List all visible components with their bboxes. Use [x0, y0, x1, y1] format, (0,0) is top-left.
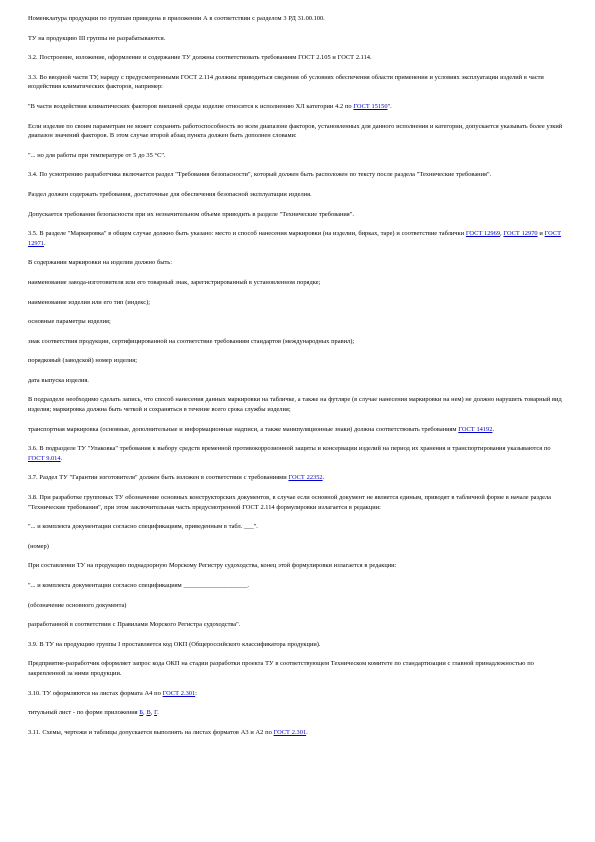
paragraph-18: В подразделе необходимо сделать запись, что способ нанесения данных маркировки на табличке, а также на футляре (в случае нанесения маркировки на нем) не должно нарушить товарный вид изделия; маркировка должна быть четкой и сохраняться в течение всего срока службы изделия; [28, 396, 562, 414]
gost-12970-link[interactable]: ГОСТ 12970 [503, 230, 538, 238]
paragraph-1: ТУ на продукцию III группы не разрабатываются. [28, 34, 166, 42]
paragraph-13: наименование изделия или его тип (индекс); [28, 298, 150, 306]
paragraph-8: Раздел должен содержать требования, достаточные для обеспечения безопасной эксплуатации изделия. [28, 190, 312, 198]
paragraph-4: "В части воздействия климатических факторов внешней среды изделие относится к исполнению ХЛ категории 4.2 по ГОСТ 15150". [28, 102, 392, 110]
paragraph-27: (обозначение основного документа) [28, 601, 127, 609]
paragraph-10: 3.5. В разделе "Маркировка" в общем случае должно быть указано: место и способ нанесения маркировки (на изделии, бирках, таре) и соответствие таблички ГОСТ 12969, ГОСТ 12970 и ГОСТ 12971. [28, 230, 562, 247]
appendix-b-link[interactable]: Б [139, 709, 144, 717]
gost-12971-link[interactable]: ГОСТ 12971 [28, 230, 562, 247]
paragraph-6: "... но для работы при температуре от 5 до 35 °С". [28, 151, 166, 159]
paragraph-21: 3.7. Раздел ТУ "Гарантии изготовителя" должен быть изложен в соответствии с требованиями ГОСТ 22352. [28, 474, 325, 482]
paragraph-26: "... и комплекта документации согласно спецификациям ____________________. [28, 582, 249, 589]
gost-22352-link[interactable]: ГОСТ 22352 [288, 474, 323, 482]
gost-15150-link[interactable]: ГОСТ 15150 [353, 102, 388, 110]
gost-2-301-link-2[interactable]: ГОСТ 2.301 [273, 728, 307, 736]
paragraph-2: 3.2. Построение, изложение, оформление и содержание ТУ должны соответствовать требованиям ГОСТ 2.105 и ГОСТ 2.114. [28, 54, 372, 62]
paragraph-28: разработанной в соответствии с Правилами Морского Регистра судоходства". [28, 621, 241, 629]
gost-2-301-link[interactable]: ГОСТ 2.301 [162, 689, 196, 697]
paragraph-32: титульный лист - по форме приложения Б, В, Г. [28, 709, 159, 717]
paragraph-0: Номенклатура продукции по группам приведена в приложении А в соответствии с разделом 3 РД 31.00.100. [28, 15, 325, 22]
paragraph-31: 3.10. ТУ оформляются на листах формата А4 по ГОСТ 2.301: [28, 689, 197, 697]
paragraph-33: 3.11. Схемы, чертежи и таблицы допускается выполнять на листах форматов А3 и А2 по ГОСТ 2.301. [28, 728, 308, 736]
paragraph-25: При составлении ТУ на продукцию поднадзорную Морскому Регистру судоходства, конец этой формулировки излагается в редакции: [28, 562, 397, 570]
paragraph-30: Предприятие-разработчик оформляет запрос кода ОКП на стадии разработки проекта ТУ в соответствующем Техническом комитете по стандартизации с главной принадлежностью по закрепленной за ними продукции. [28, 660, 534, 677]
paragraph-15: знак соответствия продукции, сертифицированной на соответствие требованиям стандартов (международных правил); [28, 337, 355, 345]
paragraph-3: 3.3. Во вводной части ТУ, наряду с предусмотренными ГОСТ 2.114 должны приводиться сведения об условиях обеспечения области применения и условиях эксплуатации изделий в части воздействия климатических факторов, например: [28, 73, 544, 91]
paragraph-5: Если изделие по своим параметрам не может сохранять работоспособность во всем диапазоне факторов, установленных для данного исполнения и категории, допускается указывать более узкий диапазон значений факторов. В этом случае второй абзац пункта должен быть дополнен словами: [28, 122, 563, 140]
paragraph-24: (номер) [28, 542, 49, 550]
appendix-g-link[interactable]: Г [154, 709, 158, 717]
paragraph-11: В содержании маркировки на изделии должно быть: [28, 259, 172, 267]
gost-12969-link[interactable]: ГОСТ 12969 [465, 230, 501, 238]
paragraph-20: 3.6. В подразделе ТУ "Упаковка" требования к выбору средств временной противокоррозионной защиты и консервации изделий на период их хранения и транспортирования указываются по ГОСТ 9.014. [28, 445, 551, 462]
paragraph-22: 3.8. При разработке групповых ТУ обозначение основных конструкторских документов, в случае если основной документ не является единым, приводят в табличной форме в начале раздела "Технические требования", при этом заключительная часть предусмотренной ГОСТ 2.114 формулировки излагается в редакции: [28, 494, 551, 511]
paragraph-12: наименование завода-изготовителя или его товарный знак, зарегистрированный в установленном порядке; [28, 278, 321, 286]
paragraph-17: дата выпуска изделия. [28, 376, 89, 384]
paragraph-16: порядковый (заводской) номер изделия; [28, 357, 137, 365]
paragraph-14: основные параметры изделия; [28, 318, 111, 326]
gost-14192-link[interactable]: ГОСТ 14192 [458, 425, 493, 433]
paragraph-23: "... и комплекта документации согласно спецификациям, приведенным в табл. ___". [28, 523, 258, 531]
paragraph-7: 3.4. По усмотрению разработчика включается раздел "Требования безопасности", который должен быть расположен по тексту после раздела "Технические требования". [28, 171, 492, 179]
gost-9-014-link[interactable]: ГОСТ 9.014 [28, 454, 61, 462]
paragraph-9: Допускается требования безопасности при их незначительном объеме приводить в разделе "Технические требования". [28, 210, 354, 218]
appendix-v-link[interactable]: В [146, 709, 151, 717]
paragraph-19: транспортная маркировка (основные, дополнительные и информационные надписи, а также манипуляционные знаки) должна соответствовать требованиям ГОСТ 14192. [28, 425, 495, 433]
paragraph-29: 3.9. В ТУ на продукцию группы I проставляется код ОКП (Общероссийского классификатора продукции). [28, 640, 321, 648]
